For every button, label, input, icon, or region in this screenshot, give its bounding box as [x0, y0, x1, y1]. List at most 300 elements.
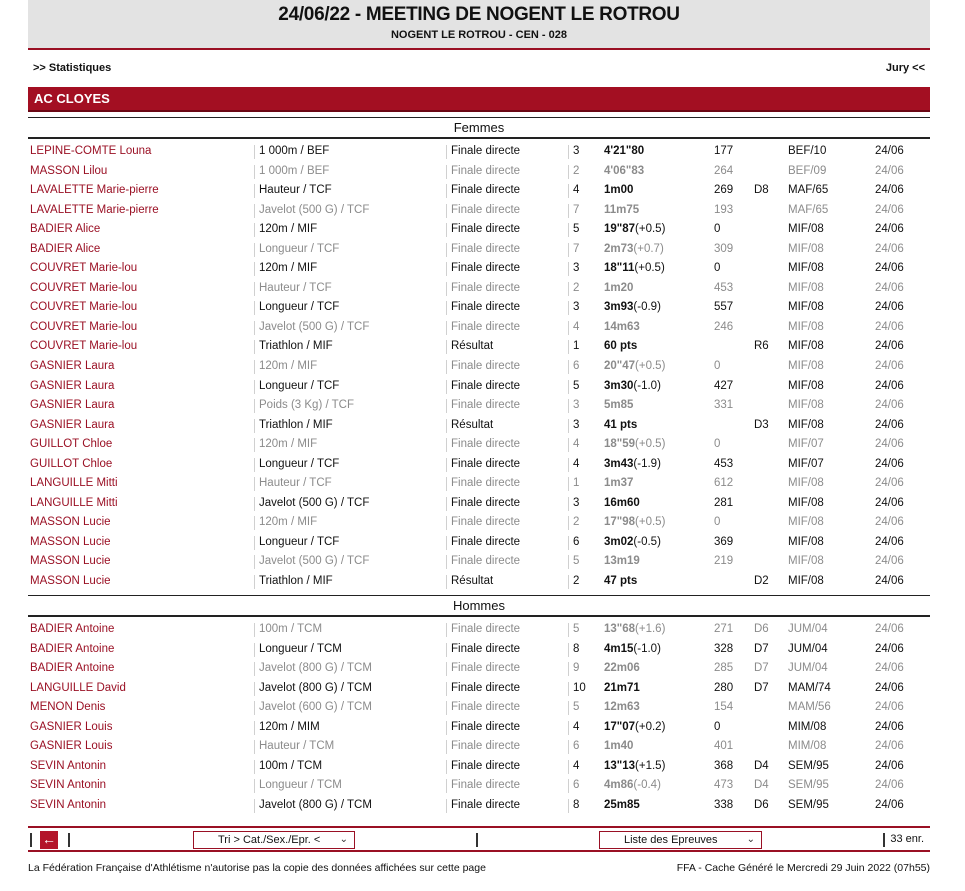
round-cell: Finale directe: [451, 798, 521, 811]
result-row: [28, 435, 930, 455]
date-cell: 24/06: [875, 496, 904, 509]
athlete-name-link[interactable]: MASSON Lilou: [30, 164, 108, 177]
place-cell: 5: [573, 223, 580, 236]
column-divider: [446, 662, 447, 676]
place-cell: 8: [573, 798, 580, 811]
events-select-value: Liste des Epreuves: [624, 834, 718, 846]
result-row: [28, 620, 930, 640]
level-cell: D2: [754, 575, 769, 588]
performance-value: 16m60: [604, 496, 640, 509]
points-cell: 219: [714, 555, 734, 568]
column-divider: [568, 282, 569, 296]
athlete-name-link[interactable]: SEVIN Antonin: [30, 798, 107, 811]
column-divider: [254, 301, 255, 315]
points-cell: 309: [714, 242, 734, 255]
athlete-name-link[interactable]: MASSON Lucie: [30, 516, 111, 529]
result-row: [28, 298, 930, 318]
column-divider: [254, 740, 255, 754]
athlete-name-link[interactable]: BADIER Alice: [30, 242, 101, 255]
athlete-name-link[interactable]: COUVRET Marie-lou: [30, 320, 138, 333]
performance-value: 3m30: [604, 379, 634, 392]
date-cell: 24/06: [875, 340, 904, 353]
performance-value: 3m93: [604, 301, 634, 314]
event-cell: Triathlon / MIF: [259, 575, 333, 588]
column-divider: [446, 740, 447, 754]
place-cell: 6: [573, 740, 580, 753]
athlete-name-link[interactable]: COUVRET Marie-lou: [30, 340, 138, 353]
event-cell: Longueur / TCF: [259, 242, 340, 255]
column-divider: [446, 458, 447, 472]
performance-cell: [604, 494, 640, 514]
round-cell: Finale directe: [451, 642, 521, 655]
place-cell: 3: [573, 496, 580, 509]
category-cell: MIF/08: [788, 281, 824, 294]
round-cell: Finale directe: [451, 281, 521, 294]
performance-cell: [604, 416, 637, 436]
performance-value: 18"59: [604, 438, 636, 451]
column-divider: [254, 282, 255, 296]
performance-value: 4'06"83: [604, 164, 645, 177]
result-row: [28, 494, 930, 514]
performance-value: 5m85: [604, 399, 634, 412]
footer-cache-info: FFA - Cache Généré le Mercredi 29 Juin 2022 (07h55): [676, 862, 930, 874]
round-cell: Finale directe: [451, 516, 521, 529]
date-cell: 24/06: [875, 164, 904, 177]
wind-value: (+0.5): [635, 516, 666, 529]
points-cell: 557: [714, 301, 734, 314]
athlete-name-link[interactable]: COUVRET Marie-lou: [30, 301, 138, 314]
result-row: [28, 201, 930, 221]
result-row: [28, 698, 930, 718]
category-cell: MAM/56: [788, 701, 831, 714]
column-divider: [568, 760, 569, 774]
performance-cell: [604, 396, 633, 416]
round-cell: Finale directe: [451, 145, 521, 157]
points-cell: 473: [714, 779, 734, 792]
points-cell: 193: [714, 203, 734, 216]
column-divider: [568, 243, 569, 257]
event-cell: Longueur / TCM: [259, 642, 342, 655]
athlete-name-link[interactable]: GASNIER Laura: [30, 399, 115, 412]
place-cell: 4: [573, 759, 580, 772]
result-row: [28, 220, 930, 240]
level-cell: D6: [754, 798, 769, 811]
column-divider: [446, 497, 447, 511]
result-row: [28, 679, 930, 699]
points-cell: 0: [714, 516, 721, 529]
performance-value: 19"87: [604, 223, 636, 236]
points-cell: 285: [714, 662, 734, 675]
place-cell: 3: [573, 262, 580, 275]
athlete-name-link[interactable]: MASSON Lucie: [30, 575, 111, 588]
men-results-table: [28, 620, 930, 815]
event-cell: 120m / MIF: [259, 223, 318, 236]
performance-cell: [604, 718, 665, 738]
column-divider: [446, 360, 447, 374]
column-divider: [446, 477, 447, 491]
athlete-name-link[interactable]: SEVIN Antonin: [30, 779, 107, 792]
performance-cell: [604, 776, 661, 796]
column-divider: [568, 223, 569, 237]
athlete-name-link[interactable]: COUVRET Marie-lou: [30, 262, 138, 275]
result-row: [28, 474, 930, 494]
result-row: [28, 142, 930, 162]
athlete-name-link[interactable]: GASNIER Louis: [30, 740, 113, 753]
wind-value: (+0.2): [635, 720, 666, 733]
wind-value: (-1.0): [633, 642, 661, 655]
column-divider: [568, 701, 569, 715]
performance-value: 1m20: [604, 281, 634, 294]
column-divider: [568, 380, 569, 394]
athlete-name-link[interactable]: LEPINE-COMTE Louna: [30, 145, 152, 157]
place-cell: 4: [573, 320, 580, 333]
category-cell: BEF/09: [788, 164, 827, 177]
category-cell: JUM/04: [788, 662, 828, 675]
place-cell: 6: [573, 779, 580, 792]
performance-cell: [604, 474, 633, 494]
athlete-name-link[interactable]: LANGUILLE Mitti: [30, 477, 118, 490]
level-cell: D7: [754, 681, 769, 694]
result-row: [28, 796, 930, 816]
section-women-header: [28, 117, 930, 139]
event-cell: Longueur / TCF: [259, 535, 340, 548]
column-divider: [446, 262, 447, 276]
athlete-name-link[interactable]: BADIER Antoine: [30, 623, 115, 635]
result-row: [28, 279, 930, 299]
athlete-name-link[interactable]: LAVALETTE Marie-pierre: [30, 184, 159, 197]
date-cell: 24/06: [875, 642, 904, 655]
column-divider: [254, 204, 255, 218]
points-cell: 0: [714, 262, 721, 275]
category-cell: JUM/04: [788, 623, 828, 635]
column-divider: [446, 643, 447, 657]
athlete-name-link[interactable]: GUILLOT Chloe: [30, 438, 113, 451]
sort-select-value: Tri > Cat./Sex./Epr. <: [218, 834, 321, 846]
event-cell: Triathlon / MIF: [259, 340, 333, 353]
category-cell: JUM/04: [788, 642, 828, 655]
column-divider: [568, 721, 569, 735]
category-cell: MIF/08: [788, 320, 824, 333]
level-cell: D7: [754, 642, 769, 655]
category-cell: MIF/08: [788, 535, 824, 548]
athlete-name-link[interactable]: LANGUILLE David: [30, 681, 126, 694]
round-cell: Finale directe: [451, 399, 521, 412]
column-divider: [568, 204, 569, 218]
place-cell: 3: [573, 301, 580, 314]
date-cell: 24/06: [875, 720, 904, 733]
round-cell: Finale directe: [451, 555, 521, 568]
column-divider: [446, 779, 447, 793]
performance-value: 18"11: [604, 262, 635, 275]
athlete-name-link[interactable]: LAVALETTE Marie-pierre: [30, 203, 159, 216]
category-cell: MIF/08: [788, 516, 824, 529]
performance-value: 3m02: [604, 535, 634, 548]
column-divider: [254, 779, 255, 793]
performance-value: 2m73: [604, 242, 634, 255]
event-cell: Hauteur / TCM: [259, 740, 335, 753]
event-cell: Hauteur / TCF: [259, 184, 332, 197]
category-cell: BEF/10: [788, 145, 827, 157]
round-cell: Résultat: [451, 575, 494, 588]
category-cell: MIF/08: [788, 418, 824, 431]
athlete-name-link[interactable]: GASNIER Laura: [30, 379, 115, 392]
place-cell: 1: [573, 340, 580, 353]
event-cell: Javelot (500 G) / TCF: [259, 555, 370, 568]
place-cell: 6: [573, 360, 580, 373]
result-row: [28, 718, 930, 738]
separator: [476, 833, 478, 847]
wind-value: (-0.9): [633, 301, 661, 314]
result-row: [28, 318, 930, 338]
date-cell: 24/06: [875, 281, 904, 294]
date-cell: 24/06: [875, 623, 904, 635]
event-cell: Javelot (500 G) / TCF: [259, 203, 370, 216]
points-cell: 338: [714, 798, 734, 811]
category-cell: MIF/08: [788, 223, 824, 236]
round-cell: Finale directe: [451, 740, 521, 753]
date-cell: 24/06: [875, 418, 904, 431]
date-cell: 24/06: [875, 701, 904, 714]
athlete-name-link[interactable]: GASNIER Laura: [30, 418, 115, 431]
column-divider: [254, 662, 255, 676]
performance-cell: [604, 162, 644, 182]
column-divider: [254, 321, 255, 335]
level-cell: D8: [754, 184, 769, 197]
column-divider: [568, 145, 569, 159]
athlete-name-link[interactable]: COUVRET Marie-lou: [30, 281, 138, 294]
round-cell: Résultat: [451, 418, 494, 431]
date-cell: 24/06: [875, 779, 904, 792]
round-cell: Finale directe: [451, 223, 521, 236]
column-divider: [568, 779, 569, 793]
date-cell: 24/06: [875, 242, 904, 255]
result-row: [28, 259, 930, 279]
date-cell: 24/06: [875, 759, 904, 772]
statistics-link[interactable]: >> Statistiques: [33, 62, 112, 74]
performance-value: 21m71: [604, 681, 640, 694]
athlete-name-link[interactable]: GUILLOT Chloe: [30, 457, 113, 470]
performance-value: 4m86: [604, 779, 634, 792]
column-divider: [446, 243, 447, 257]
result-row: [28, 572, 930, 592]
date-cell: 24/06: [875, 662, 904, 675]
performance-value: 13"13: [604, 759, 636, 772]
column-divider: [446, 380, 447, 394]
performance-value: 14m63: [604, 320, 640, 333]
place-cell: 2: [573, 516, 580, 529]
points-cell: 0: [714, 223, 721, 236]
points-cell: 280: [714, 681, 734, 694]
points-cell: 368: [714, 759, 734, 772]
jury-link[interactable]: Jury <<: [885, 62, 925, 74]
performance-cell: [604, 533, 661, 553]
performance-value: 4'21"80: [604, 145, 645, 157]
athlete-name-link[interactable]: MASSON Lucie: [30, 535, 111, 548]
round-cell: Finale directe: [451, 496, 521, 509]
athlete-name-link[interactable]: MENON Denis: [30, 701, 106, 714]
points-cell: 427: [714, 379, 734, 392]
performance-cell: [604, 377, 661, 397]
result-row: [28, 513, 930, 533]
performance-cell: [604, 240, 664, 260]
performance-cell: [604, 298, 661, 318]
athlete-name-link[interactable]: GASNIER Louis: [30, 720, 113, 733]
wind-value: (+1.5): [635, 759, 666, 772]
result-row: [28, 552, 930, 572]
category-cell: MAM/74: [788, 681, 831, 694]
performance-cell: [604, 640, 661, 660]
performance-value: 1m37: [604, 477, 634, 490]
section-men-label: Hommes: [452, 598, 505, 613]
place-cell: 4: [573, 457, 580, 470]
date-cell: 24/06: [875, 516, 904, 529]
round-cell: Finale directe: [451, 779, 521, 792]
date-cell: 24/06: [875, 555, 904, 568]
result-row: [28, 659, 930, 679]
sort-select[interactable]: [193, 831, 355, 849]
separator: [883, 833, 885, 847]
performance-cell: [604, 796, 640, 816]
performance-value: 3m43: [604, 457, 634, 470]
wind-value: (+0.5): [635, 223, 666, 236]
result-row: [28, 640, 930, 660]
performance-cell: [604, 142, 644, 162]
column-divider: [254, 399, 255, 413]
date-cell: 24/06: [875, 301, 904, 314]
event-cell: Longueur / TCF: [259, 457, 340, 470]
column-divider: [254, 360, 255, 374]
result-row: [28, 757, 930, 777]
column-divider: [254, 262, 255, 276]
place-cell: 2: [573, 281, 580, 294]
points-cell: 328: [714, 642, 734, 655]
column-divider: [446, 682, 447, 696]
round-cell: Finale directe: [451, 662, 521, 675]
performance-value: 13"68: [604, 623, 636, 635]
date-cell: 24/06: [875, 203, 904, 216]
event-cell: Hauteur / TCF: [259, 477, 332, 490]
athlete-name-link[interactable]: SEVIN Antonin: [30, 759, 107, 772]
event-cell: Javelot (600 G) / TCM: [259, 701, 372, 714]
performance-cell: [604, 455, 661, 475]
round-cell: Résultat: [451, 340, 494, 353]
points-cell: 0: [714, 360, 721, 373]
date-cell: 24/06: [875, 457, 904, 470]
column-divider: [254, 184, 255, 198]
wind-value: (+0.5): [635, 360, 666, 373]
back-arrow-icon[interactable]: ←: [42, 831, 56, 847]
place-cell: 2: [573, 575, 580, 588]
result-row: [28, 240, 930, 260]
athlete-name-link[interactable]: MASSON Lucie: [30, 555, 111, 568]
column-divider: [568, 321, 569, 335]
round-cell: Finale directe: [451, 301, 521, 314]
category-cell: MIF/08: [788, 496, 824, 509]
column-divider: [254, 340, 255, 354]
event-cell: 120m / MIM: [259, 720, 320, 733]
date-cell: 24/06: [875, 145, 904, 157]
performance-value: 11m75: [604, 203, 640, 216]
column-divider: [254, 223, 255, 237]
result-row: [28, 776, 930, 796]
column-divider: [254, 721, 255, 735]
event-cell: Javelot (800 G) / TCM: [259, 798, 372, 811]
column-divider: [254, 438, 255, 452]
place-cell: 1: [573, 477, 580, 490]
column-divider: [254, 243, 255, 257]
performance-cell: [604, 552, 640, 572]
result-row: [28, 416, 930, 436]
athlete-name-link[interactable]: LANGUILLE Mitti: [30, 496, 118, 509]
performance-value: 60 pts: [604, 340, 638, 353]
place-cell: 2: [573, 164, 580, 177]
round-cell: Finale directe: [451, 164, 521, 177]
performance-cell: [604, 698, 640, 718]
category-cell: MIF/08: [788, 477, 824, 490]
athlete-name-link[interactable]: BADIER Antoine: [30, 642, 115, 655]
performance-cell: [604, 318, 640, 338]
column-divider: [446, 204, 447, 218]
level-cell: D4: [754, 759, 769, 772]
column-divider: [568, 740, 569, 754]
round-cell: Finale directe: [451, 320, 521, 333]
athlete-name-link[interactable]: GASNIER Laura: [30, 360, 115, 373]
place-cell: 3: [573, 399, 580, 412]
column-divider: [254, 799, 255, 813]
column-divider: [568, 458, 569, 472]
column-divider: [254, 701, 255, 715]
column-divider: [568, 575, 569, 589]
performance-value: 17"98: [604, 516, 636, 529]
chevron-down-icon: ⌄: [339, 834, 348, 845]
bottom-toolbar: [28, 826, 930, 852]
event-cell: 120m / MIF: [259, 438, 318, 451]
performance-value: 12m63: [604, 701, 640, 714]
performance-value: 1m00: [604, 184, 634, 197]
performance-value: 25m85: [604, 798, 640, 811]
performance-value: 13m19: [604, 555, 640, 568]
athlete-name-link[interactable]: BADIER Antoine: [30, 662, 115, 675]
points-cell: 453: [714, 457, 734, 470]
column-divider: [254, 575, 255, 589]
round-cell: Finale directe: [451, 623, 521, 635]
column-divider: [446, 399, 447, 413]
category-cell: MIF/08: [788, 301, 824, 314]
column-divider: [446, 301, 447, 315]
event-cell: Hauteur / TCF: [259, 281, 332, 294]
column-divider: [446, 516, 447, 530]
points-cell: 246: [714, 320, 734, 333]
column-divider: [568, 419, 569, 433]
points-cell: 331: [714, 399, 734, 412]
athlete-name-link[interactable]: BADIER Alice: [30, 223, 101, 236]
event-cell: Javelot (500 G) / TCF: [259, 496, 370, 509]
points-cell: 281: [714, 496, 734, 509]
event-cell: 120m / MIF: [259, 360, 318, 373]
date-cell: 24/06: [875, 399, 904, 412]
event-cell: 120m / MIF: [259, 262, 318, 275]
events-select[interactable]: [599, 831, 762, 849]
points-cell: 453: [714, 281, 734, 294]
date-cell: 24/06: [875, 575, 904, 588]
column-divider: [254, 760, 255, 774]
column-divider: [568, 399, 569, 413]
footer-copyright: La Fédération Française d'Athlétisme n'autorise pas la copie des données affichées sur cette page: [28, 862, 486, 874]
category-cell: MAF/65: [788, 203, 829, 216]
performance-cell: [604, 757, 665, 777]
event-cell: Longueur / TCM: [259, 779, 342, 792]
event-cell: Longueur / TCF: [259, 379, 340, 392]
